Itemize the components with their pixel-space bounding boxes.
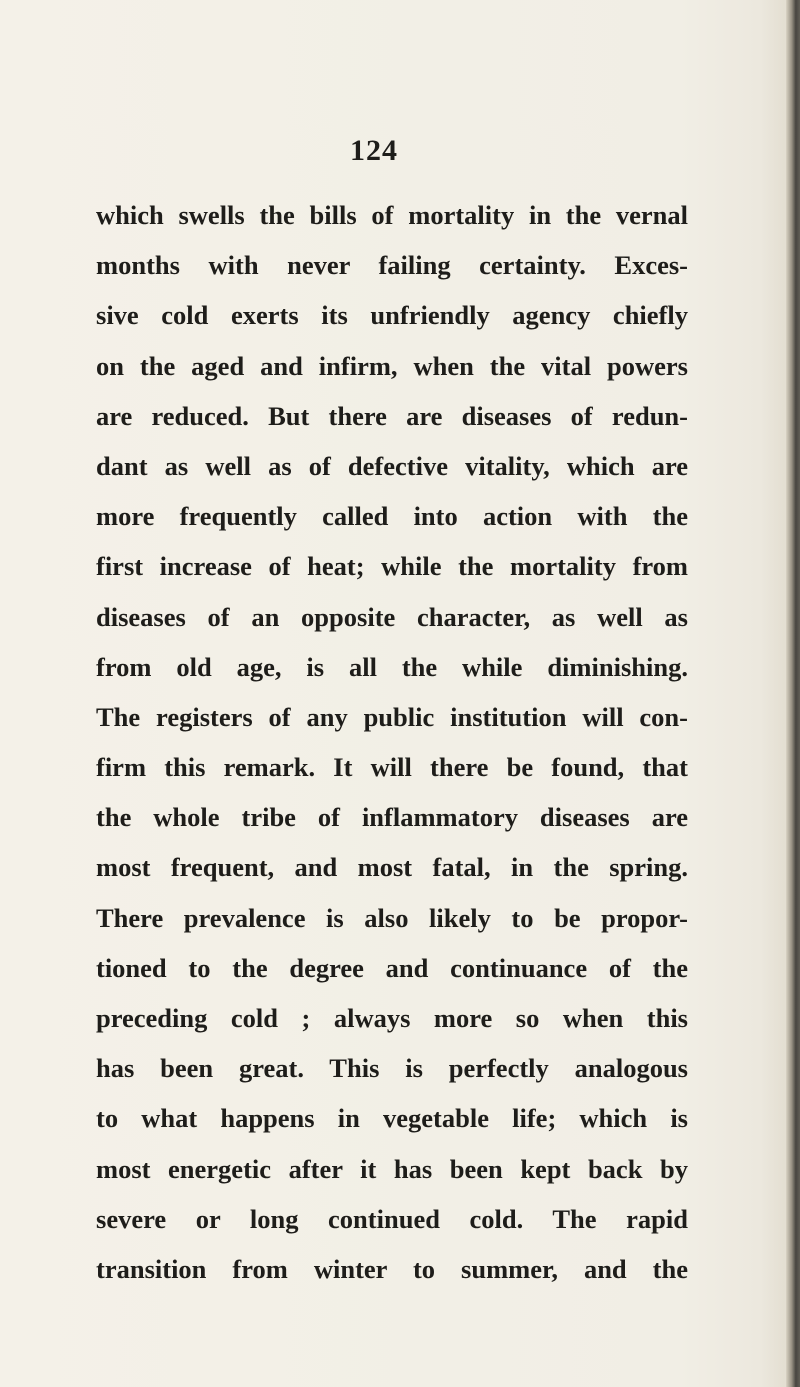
- text-line: severe or long continued cold. The rapid: [96, 1203, 688, 1234]
- page-number: 124: [350, 134, 398, 167]
- text-line: There prevalence is also likely to be propor-: [96, 902, 688, 933]
- text-line: firm this remark. It will there be found, that: [96, 752, 688, 783]
- text-line: from old age, is all the while diminishing.: [96, 651, 688, 682]
- text-line: dant as well as of defective vitality, which are: [96, 450, 688, 481]
- text-line: most frequent, and most fatal, in the spring.: [96, 852, 688, 883]
- body-text: [96, 190, 688, 1294]
- text-line: diseases of an opposite character, as well as: [96, 601, 688, 632]
- text-line: months with never failing certainty. Exces-: [96, 250, 688, 281]
- text-line: sive cold exerts its unfriendly agency chiefly: [96, 300, 688, 331]
- text-line: preceding cold ; always more so when this: [96, 1003, 688, 1033]
- text-line: first increase of heat; while the mortality from: [96, 551, 688, 582]
- text-line: most energetic after it has been kept back by: [96, 1153, 688, 1184]
- page-binding-edge: [786, 0, 800, 1387]
- text-line: are reduced. But there are diseases of redun-: [96, 400, 688, 431]
- text-line: to what happens in vegetable life; which is: [96, 1103, 688, 1134]
- text-line: the whole tribe of inflammatory diseases are: [96, 802, 688, 833]
- text-line: more frequently called into action with the: [96, 501, 688, 532]
- text-line: tioned to the degree and continuance of the: [96, 952, 688, 983]
- text-line: has been great. This is perfectly analogous: [96, 1053, 688, 1084]
- text-line: which swells the bills of mortality in the vernal: [96, 200, 688, 230]
- text-line: The registers of any public institution will con-: [96, 701, 688, 732]
- text-line: on the aged and infirm, when the vital powers: [96, 350, 688, 381]
- text-line: transition from winter to summer, and the: [96, 1253, 688, 1284]
